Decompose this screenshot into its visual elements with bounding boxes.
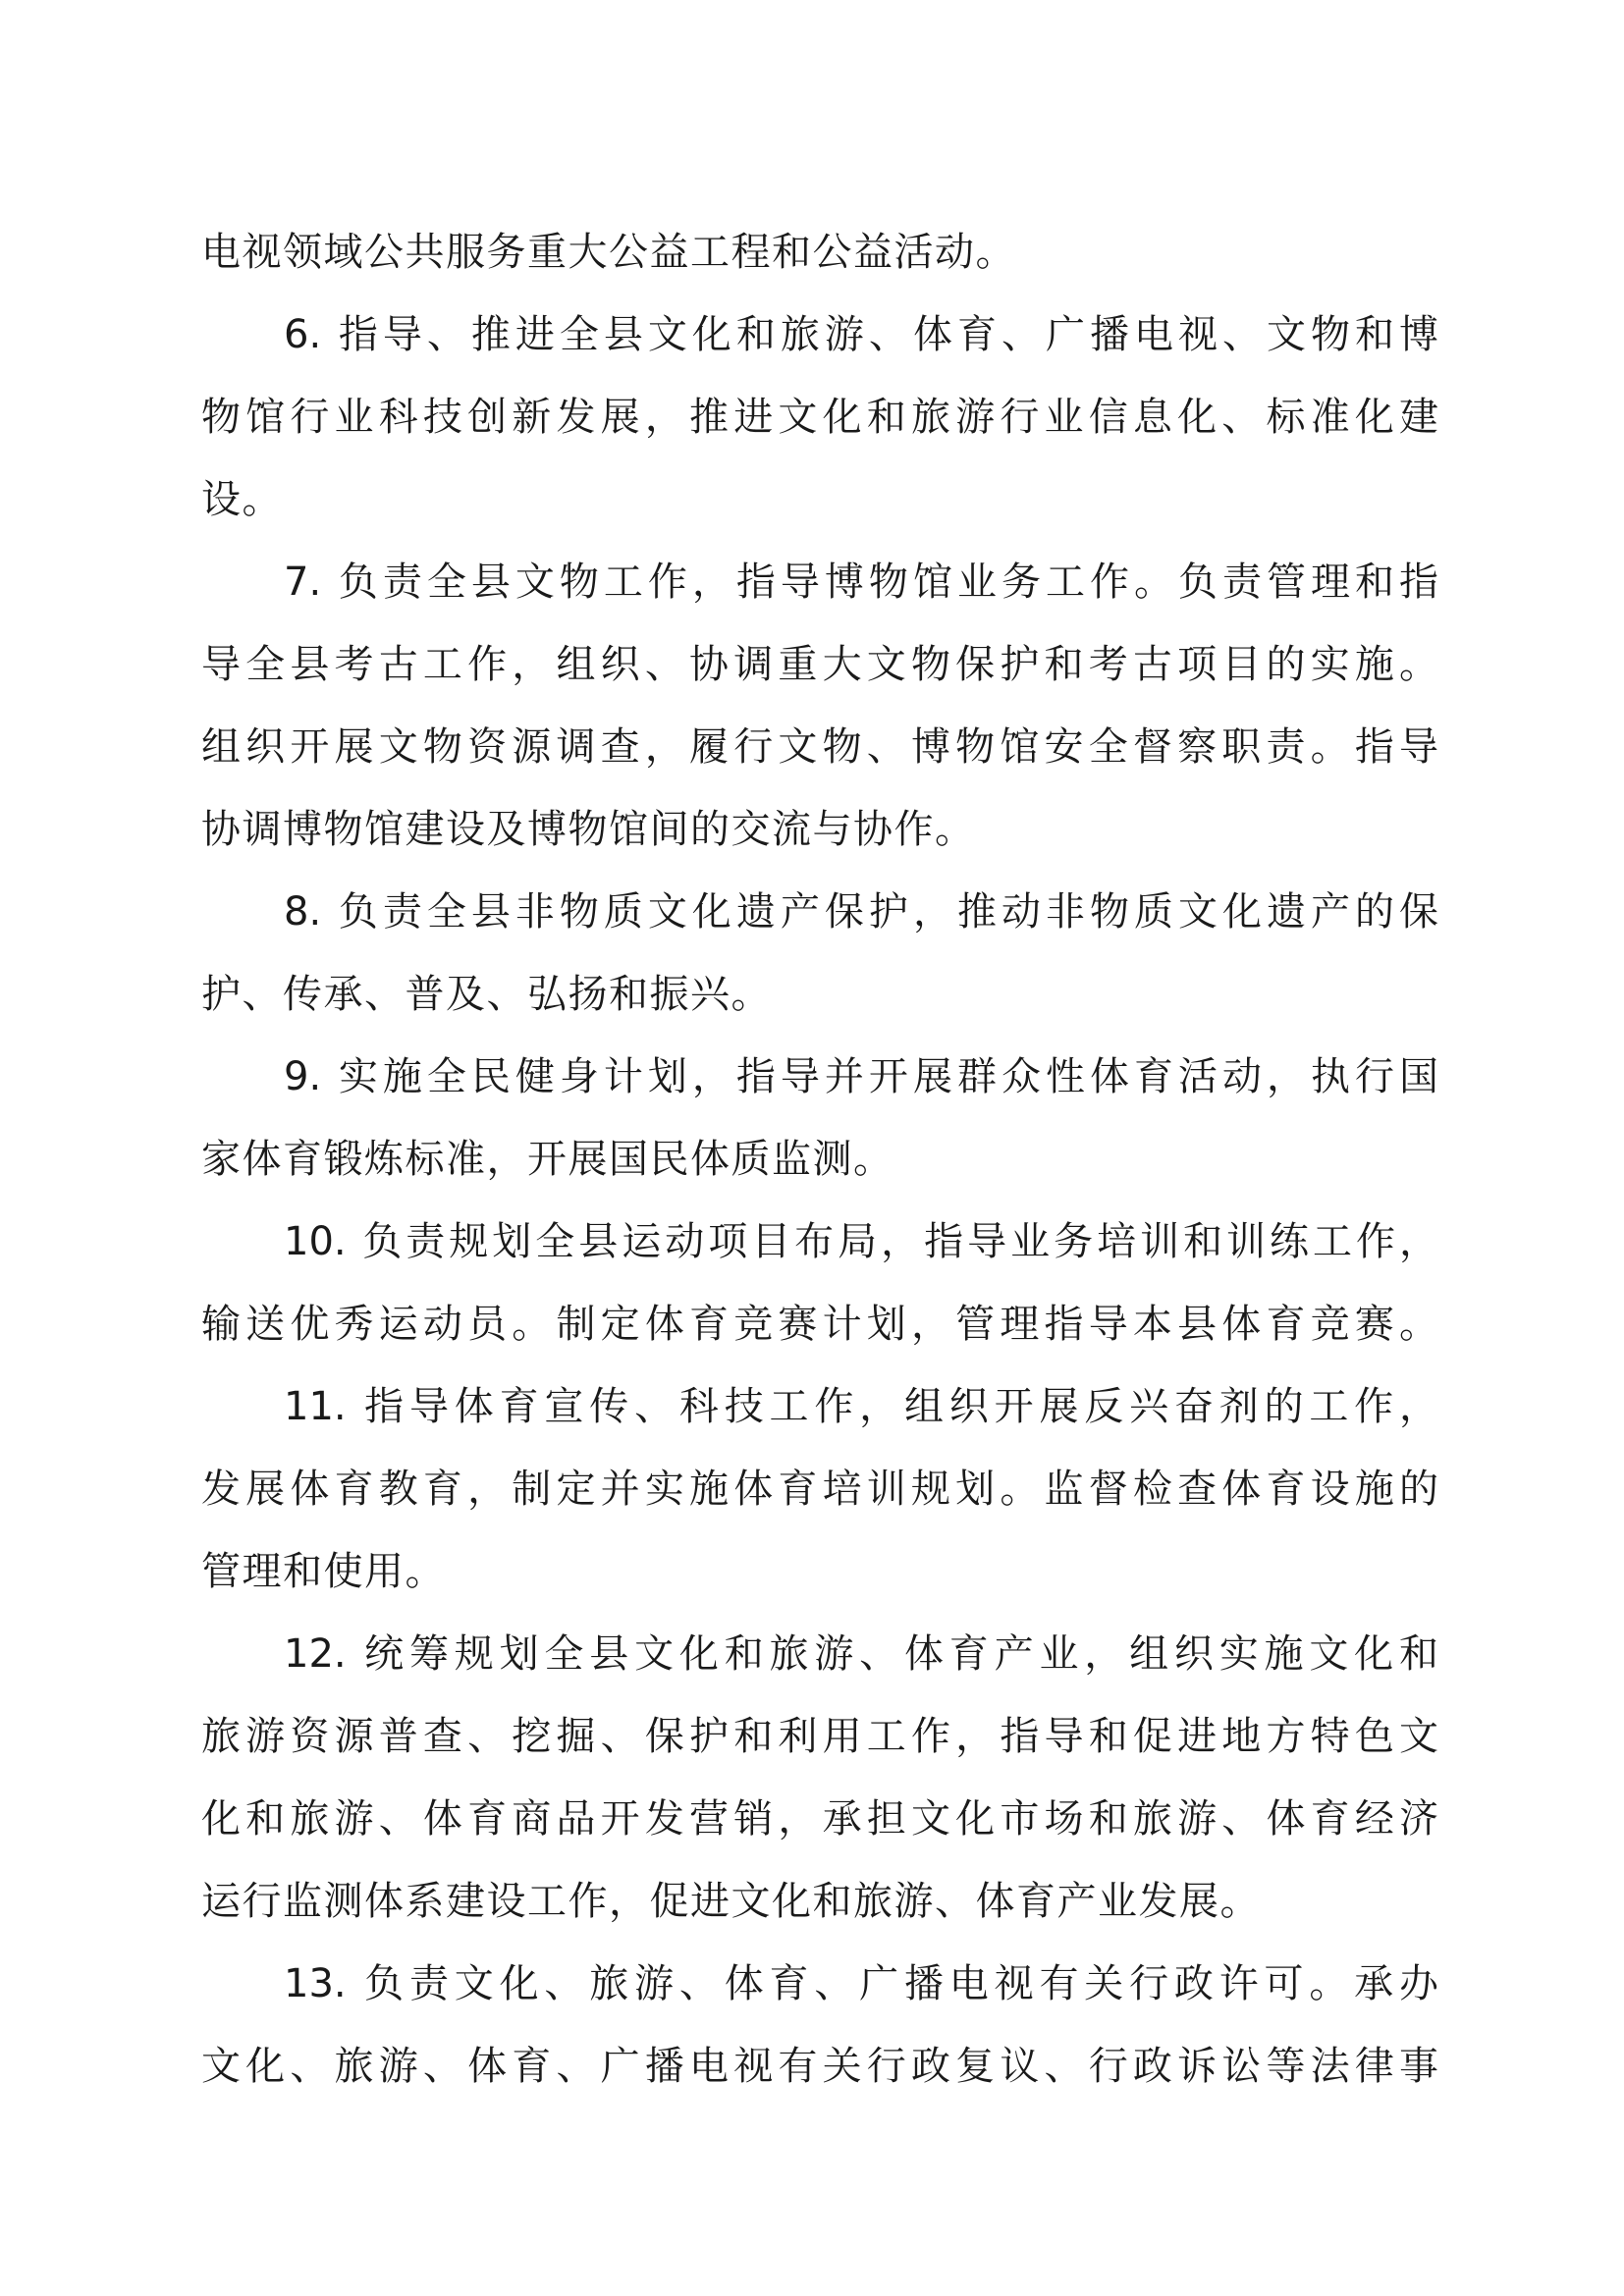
text-line: 护、传承、普及、弘扬和振兴。 [201,972,772,1017]
text-line: 运行监测体系建设工作，促进文化和旅游、体育产业发展。 [201,1879,1261,1924]
text-line: 管理和使用。 [201,1549,446,1594]
text-line: 9. 实施全民健身计划，指导并开展群众性体育活动，执行国 [284,1054,1438,1099]
text-line: 导全县考古工作，组织、协调重大文物保护和考古项目的实施。 [201,642,1438,687]
text-line: 6. 指导、推进全县文化和旅游、体育、广播电视、文物和博 [284,312,1438,357]
text-line: 10. 负责规划全县运动项目布局，指导业务培训和训练工作， [284,1219,1438,1264]
text-line: 协调博物馆建设及博物馆间的交流与协作。 [201,807,976,852]
text-line: 8. 负责全县非物质文化遗产保护，推动非物质文化遗产的保 [284,889,1438,934]
text-line: 文化、旅游、体育、广播电视有关行政复议、行政诉讼等法律事 [201,2044,1438,2089]
text-line: 7. 负责全县文物工作，指导博物馆业务工作。负责管理和指 [284,560,1438,605]
text-line: 旅游资源普查、挖掘、保护和利用工作，指导和促进地方特色文 [201,1714,1438,1759]
text-line: 组织开展文物资源调查，履行文物、博物馆安全督察职责。指导 [201,724,1438,770]
text-line: 发展体育教育，制定并实施体育培训规划。监督检查体育设施的 [201,1467,1438,1512]
text-line: 家体育锻炼标准，开展国民体质监测。 [201,1137,894,1182]
text-line: 设。 [201,477,283,522]
text-line: 13. 负责文化、旅游、体育、广播电视有关行政许可。承办 [284,1961,1438,2006]
text-line: 12. 统筹规划全县文化和旅游、体育产业，组织实施文化和 [284,1631,1438,1677]
text-line: 输送优秀运动员。制定体育竞赛计划，管理指导本县体育竞赛。 [201,1302,1438,1347]
text-line: 物馆行业科技创新发展，推进文化和旅游行业信息化、标准化建 [201,395,1438,440]
text-line: 电视领域公共服务重大公益工程和公益活动。 [201,230,1016,275]
text-line: 11. 指导体育宣传、科技工作，组织开展反兴奋剂的工作， [284,1384,1438,1429]
text-line: 化和旅游、体育商品开发营销，承担文化市场和旅游、体育经济 [201,1796,1438,1842]
